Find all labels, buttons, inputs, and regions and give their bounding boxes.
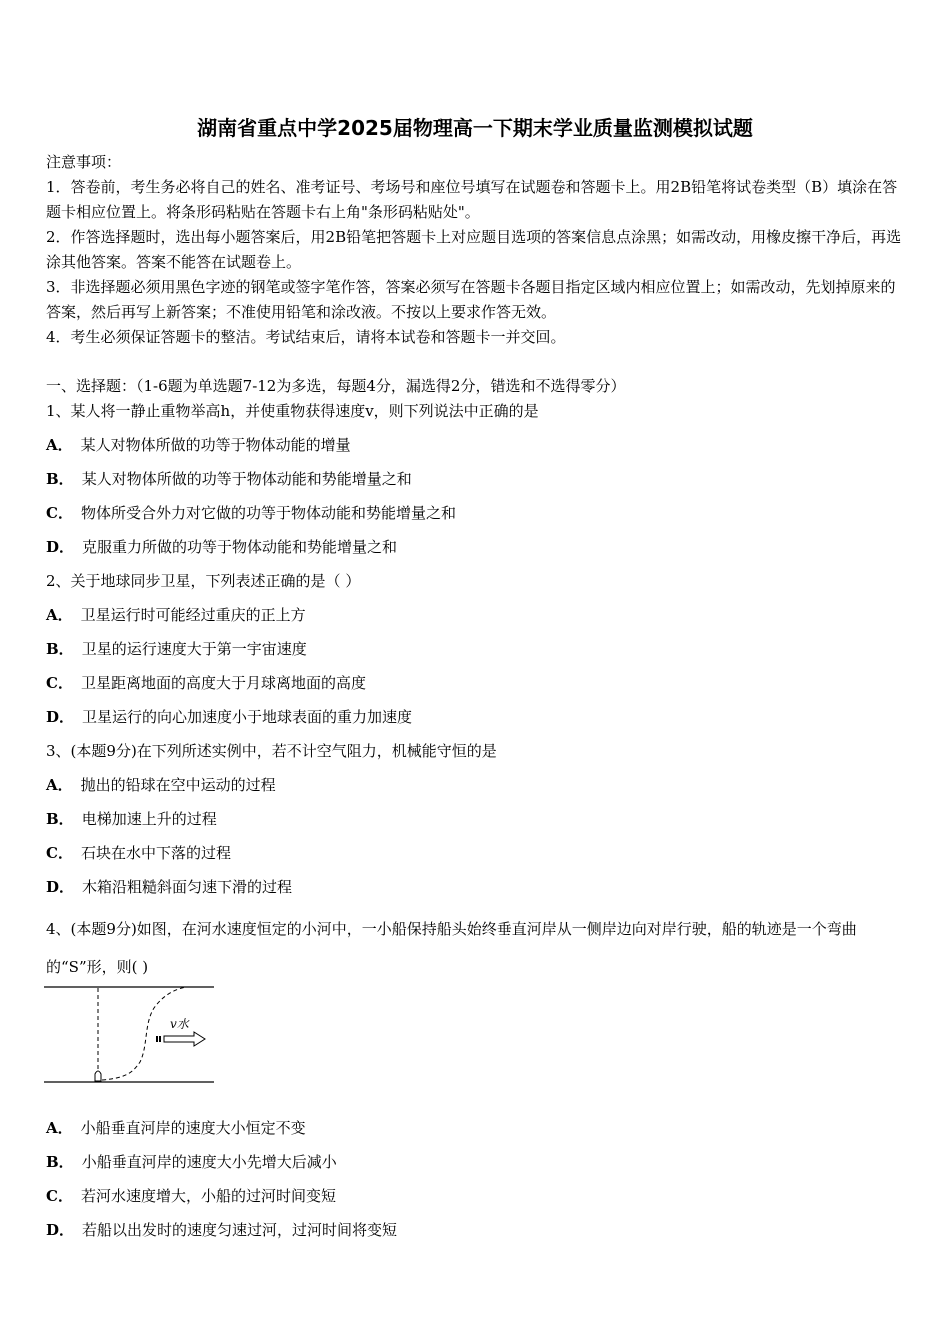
- option-text: 克服重力所做的功等于物体动能和势能增量之和: [82, 538, 398, 556]
- question-2-option-d: [46, 707, 412, 727]
- option-key: C．: [46, 504, 73, 522]
- option-key: B．: [46, 810, 74, 828]
- question-4-option-d: [46, 1220, 397, 1240]
- question-2-stem: 2、关于地球同步卫星，下列表述正确的是（ ）: [46, 572, 361, 590]
- option-key: C．: [46, 1187, 73, 1205]
- water-velocity-arrow: [164, 1032, 205, 1046]
- question-4-option-a: [46, 1118, 306, 1138]
- section-heading: 一、选择题：（1-6题为单选题7-12为多选，每题4分，漏选得2分，错选和不选得零分）: [46, 377, 626, 395]
- question-2-option-b: [46, 639, 307, 659]
- option-key: B．: [46, 640, 74, 658]
- option-key: A．: [46, 1119, 73, 1137]
- notes-heading: 注意事项：: [46, 153, 122, 171]
- question-1-option-a: [46, 435, 351, 455]
- question-3-option-b: [46, 809, 217, 829]
- question-1-option-c: [46, 503, 456, 523]
- question-3-option-d: [46, 877, 292, 897]
- question-1-option-d: [46, 537, 397, 557]
- option-text: 卫星运行时可能经过重庆的正上方: [80, 606, 306, 624]
- option-text: 抛出的铅球在空中运动的过程: [80, 776, 276, 794]
- option-key: A．: [46, 776, 73, 794]
- river-boat-figure: [44, 984, 224, 1094]
- option-text: 若河水速度增大，小船的过河时间变短: [80, 1187, 336, 1205]
- option-key: C．: [46, 674, 73, 692]
- page-title: 湖南省重点中学2025届物理高一下期末学业质量监测模拟试题: [197, 116, 753, 140]
- question-3-stem: 3、(本题9分)在下列所述实例中，若不计空气阻力，机械能守恒的是: [46, 742, 497, 760]
- boat-icon: [95, 1071, 101, 1081]
- water-velocity-label: v水: [170, 1017, 189, 1031]
- s-curve-trajectory: [102, 987, 186, 1080]
- question-4-stem: 4、(本题9分)如图，在河水速度恒定的小河中，一小船保持船头始终垂直河岸从一侧岸边向对岸行驶，船的轨迹是一个弯曲的“S”形，则( ): [46, 920, 857, 976]
- note-item: 2．作答选择题时，选出每小题答案后，用2B铅笔把答题卡上对应题目选项的答案信息点涂黑；如需改动，用橡皮擦干净后，再选涂其他答案。答案不能答在试题卷上。: [46, 228, 902, 271]
- option-text: 电梯加速上升的过程: [81, 810, 217, 828]
- option-text: 若船以出发时的速度匀速过河，过河时间将变短: [82, 1221, 398, 1239]
- option-key: C．: [46, 844, 73, 862]
- question-4-option-b: [46, 1152, 337, 1172]
- arrow-tail-mark: [156, 1036, 158, 1042]
- option-text: 物体所受合外力对它做的功等于物体动能和势能增量之和: [80, 504, 456, 522]
- question-2-option-c: [46, 673, 366, 693]
- option-key: D．: [46, 878, 75, 896]
- arrow-tail-mark: [159, 1036, 161, 1042]
- option-key: A．: [46, 606, 73, 624]
- question-1-stem: 1、某人将一静止重物举高h，并使重物获得速度v，则下列说法中正确的是: [46, 402, 539, 420]
- option-text: 石块在水中下落的过程: [80, 844, 231, 862]
- option-key: D．: [46, 708, 75, 726]
- note-item: 4．考生必须保证答题卡的整洁。考试结束后，请将本试卷和答题卡一并交回。: [46, 328, 566, 346]
- note-item: 3．非选择题必须用黑色字迹的钢笔或签字笔作答，答案必须写在答题卡各题目指定区域内相应位置上；如需改动，先划掉原来的答案，然后再写上新答案；不准使用铅笔和涂改液。不按以上要求作答无效。: [46, 278, 896, 321]
- question-2-option-a: [46, 605, 306, 625]
- option-key: B．: [46, 1153, 74, 1171]
- note-item: 1．答卷前，考生务必将自己的姓名、准考证号、考场号和座位号填写在试题卷和答题卡上。用2B铅笔将试卷类型（B）填涂在答题卡相应位置上。将条形码粘贴在答题卡右上角"条形码粘贴处"。: [46, 178, 898, 221]
- option-text: 卫星的运行速度大于第一宇宙速度: [81, 640, 307, 658]
- question-1-option-b: [46, 469, 412, 489]
- option-key: A．: [46, 436, 73, 454]
- option-text: 某人对物体所做的功等于物体动能和势能增量之和: [81, 470, 412, 488]
- question-3-option-a: [46, 775, 276, 795]
- option-text: 木箱沿粗糙斜面匀速下滑的过程: [82, 878, 293, 896]
- option-key: D．: [46, 1221, 75, 1239]
- option-key: D．: [46, 538, 75, 556]
- option-text: 卫星运行的向心加速度小于地球表面的重力加速度: [82, 708, 413, 726]
- notes-section: [46, 150, 908, 350]
- option-key: B．: [46, 470, 74, 488]
- option-text: 某人对物体所做的功等于物体动能的增量: [80, 436, 351, 454]
- option-text: 卫星距离地面的高度大于月球离地面的高度: [80, 674, 366, 692]
- question-4-option-c: [46, 1186, 336, 1206]
- option-text: 小船垂直河岸的速度大小先增大后减小: [81, 1153, 337, 1171]
- question-3-option-c: [46, 843, 231, 863]
- option-text: 小船垂直河岸的速度大小恒定不变: [80, 1119, 306, 1137]
